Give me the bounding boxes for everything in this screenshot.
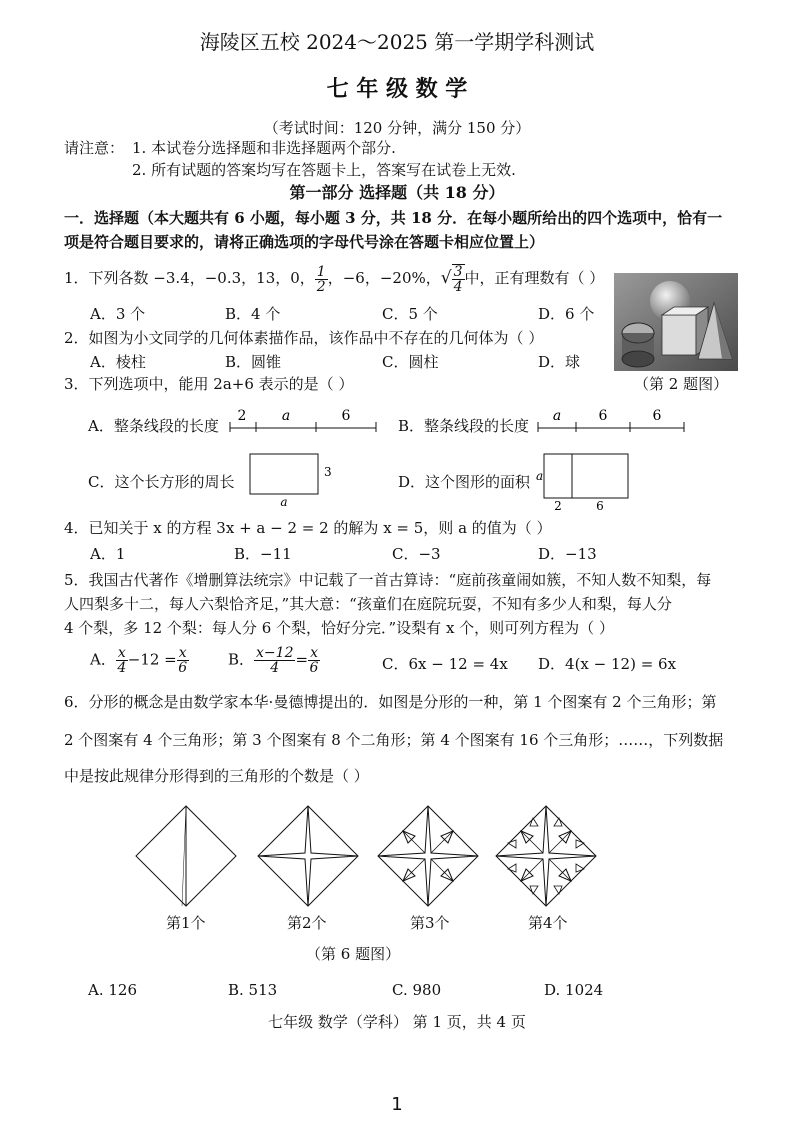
- fractal-label-1: 第1个: [166, 914, 206, 932]
- exam-info: （考试时间：120 分钟，满分 150 分）: [263, 119, 531, 137]
- q4-option-d[interactable]: D．−13: [538, 545, 597, 563]
- notice-item-2: 2. 所有试题的答案均写在答题卡上，答案写在试卷上无效.: [132, 161, 516, 179]
- q1-option-d[interactable]: D．6 个: [538, 305, 595, 323]
- fractal-label-3: 第3个: [410, 914, 450, 932]
- q1-option-c[interactable]: C．5 个: [382, 305, 438, 323]
- fractal-label-4: 第4个: [528, 914, 568, 932]
- geometric-solids-sketch-image: [614, 273, 738, 371]
- q1-stem-part: ，−6，−20%，: [327, 269, 441, 287]
- sqrt-icon: √: [440, 268, 452, 288]
- q6-option-b[interactable]: B. 513: [228, 981, 278, 999]
- exam-title: 海陵区五校 2024～2025 第一学期学科测试: [199, 30, 595, 54]
- q3-option-b-segment: [536, 404, 686, 434]
- q3c-label-3: 3: [324, 465, 332, 479]
- q3b-label-6a: 6: [598, 408, 608, 424]
- question-6-line1: 6．分形的概念是由数学家本华·曼德博提出的．如图是分形的一种，第 1 个图案有 2 个三角形；第: [64, 693, 717, 711]
- q6-option-c[interactable]: C. 980: [392, 981, 442, 999]
- fractal-figure-3: [378, 806, 478, 906]
- q3-option-b[interactable]: B．整条线段的长度: [398, 417, 530, 435]
- grade-subject-title: 七 年 级 数 学: [326, 76, 468, 102]
- question-5-line2: 人四梨多十二，每人六梨恰齐足，”其大意：“孩童们在庭院玩耍，不知有多少人和梨，每人分: [64, 595, 672, 613]
- q2-option-b[interactable]: B．圆锥: [225, 353, 282, 371]
- q6-figure-caption: （第 6 题图）: [306, 945, 401, 963]
- q1-stem-part: 1．下列各数 −3.4，−0.3，13，0，: [64, 269, 315, 287]
- q3-option-c-rectangle: [248, 452, 338, 508]
- q3-option-d[interactable]: D．这个图形的面积: [398, 473, 531, 491]
- q3d-label-2: 2: [554, 499, 562, 513]
- question-5-line3: 4 个梨，多 12 个梨：每人分 6 个梨，恰好分完．”设梨有 x 个，则可列方程为（ ）: [64, 619, 614, 637]
- section-instruction-line1: 一．选择题（本大题共有 6 小题，每小题 3 分，共 18 分．在每小题所给出的四个选项中，恰有一: [64, 209, 723, 227]
- q5-option-d[interactable]: D．4(x − 12) = 6x: [538, 655, 677, 673]
- q3-option-c[interactable]: C．这个长方形的周长: [88, 473, 235, 491]
- q5-option-c[interactable]: C．6x − 12 = 4x: [382, 655, 508, 673]
- fractal-figure-1: [136, 806, 236, 906]
- q1-option-b[interactable]: B．4 个: [225, 305, 281, 323]
- q3-option-a-segment: [228, 404, 378, 434]
- part1-heading: 第一部分 选择题（共 18 分）: [289, 183, 505, 202]
- q4-option-c[interactable]: C．−3: [392, 545, 441, 563]
- question-1-stem: [64, 264, 604, 294]
- q2-option-c[interactable]: C．圆柱: [382, 353, 439, 371]
- question-3-stem: 3．下列选项中，能用 2a+6 表示的是（ ）: [64, 375, 354, 393]
- q3a-label-a: a: [281, 408, 291, 424]
- question-6-line2: 2 个图案有 4 个三角形；第 3 个图案有 8 个二角形；第 4 个图案有 16 个三角形；……，下列数据: [64, 731, 724, 749]
- q3c-label-a: a: [280, 495, 288, 509]
- q5-option-a[interactable]: A． $\frac{x}{4}$ −12 = $\frac{x}{6}$: [90, 645, 188, 676]
- question-6-line3: 中是按此规律分形得到的三角形的个数是（ ）: [64, 767, 369, 785]
- q3a-label-6: 6: [341, 408, 351, 424]
- q1-option-a[interactable]: A．3 个: [90, 305, 146, 323]
- question-5-line1: 5．我国古代著作《增删算法统宗》中记载了一首古算诗：“庭前孩童闹如簇，不知人数不知梨，每: [64, 571, 712, 589]
- fractal-figure-4: [496, 806, 596, 906]
- q3b-label-6b: 6: [652, 408, 662, 424]
- q6-option-d[interactable]: D. 1024: [544, 981, 604, 999]
- notice-item-1: 1. 本试卷分选择题和非选择题两个部分.: [132, 139, 396, 157]
- q2-figure-caption: （第 2 题图）: [634, 375, 729, 393]
- q3b-label-a: a: [552, 408, 562, 424]
- page-footer-info: 七年级 数学（学科） 第 1 页，共 4 页: [268, 1013, 526, 1031]
- q2-option-a[interactable]: A．棱柱: [90, 353, 146, 371]
- q6-option-a[interactable]: A. 126: [88, 981, 137, 999]
- q3-option-a[interactable]: A．整条线段的长度: [88, 417, 219, 435]
- q3a-label-2: 2: [237, 408, 247, 424]
- q3-option-d-rectangle: [536, 452, 636, 514]
- question-4-stem: 4．已知关于 x 的方程 3x + a − 2 = 2 的解为 x = 5，则 a 的值为（ ）: [64, 519, 552, 537]
- q1-sqrt-fraction: $\frac{3}{4}$: [453, 264, 463, 295]
- q3d-label-6: 6: [596, 499, 604, 513]
- q3d-label-a: a: [536, 469, 544, 483]
- q4-option-a[interactable]: A．1: [90, 545, 126, 563]
- page-number: 1: [391, 1094, 403, 1115]
- notice-label: 请注意：: [64, 139, 125, 157]
- fractal-label-2: 第2个: [287, 914, 327, 932]
- q1-stem-part: 中，正有理数有（ ）: [464, 269, 605, 287]
- q4-option-b[interactable]: B．−11: [234, 545, 292, 563]
- q2-option-d[interactable]: D．球: [538, 353, 581, 371]
- fractal-figure-2: [258, 806, 358, 906]
- q1-fraction: $\frac{1}{2}$: [316, 263, 326, 295]
- question-2-stem: 2．如图为小文同学的几何体素描作品，该作品中不存在的几何体为（ ）: [64, 329, 544, 347]
- q5-option-b[interactable]: B． $\frac{x-12}{4}$ = $\frac{x}{6}$: [228, 645, 319, 676]
- section-instruction-line2: 项是符合题目要求的，请将正确选项的字母代号涂在答题卡相应位置上）: [64, 233, 545, 251]
